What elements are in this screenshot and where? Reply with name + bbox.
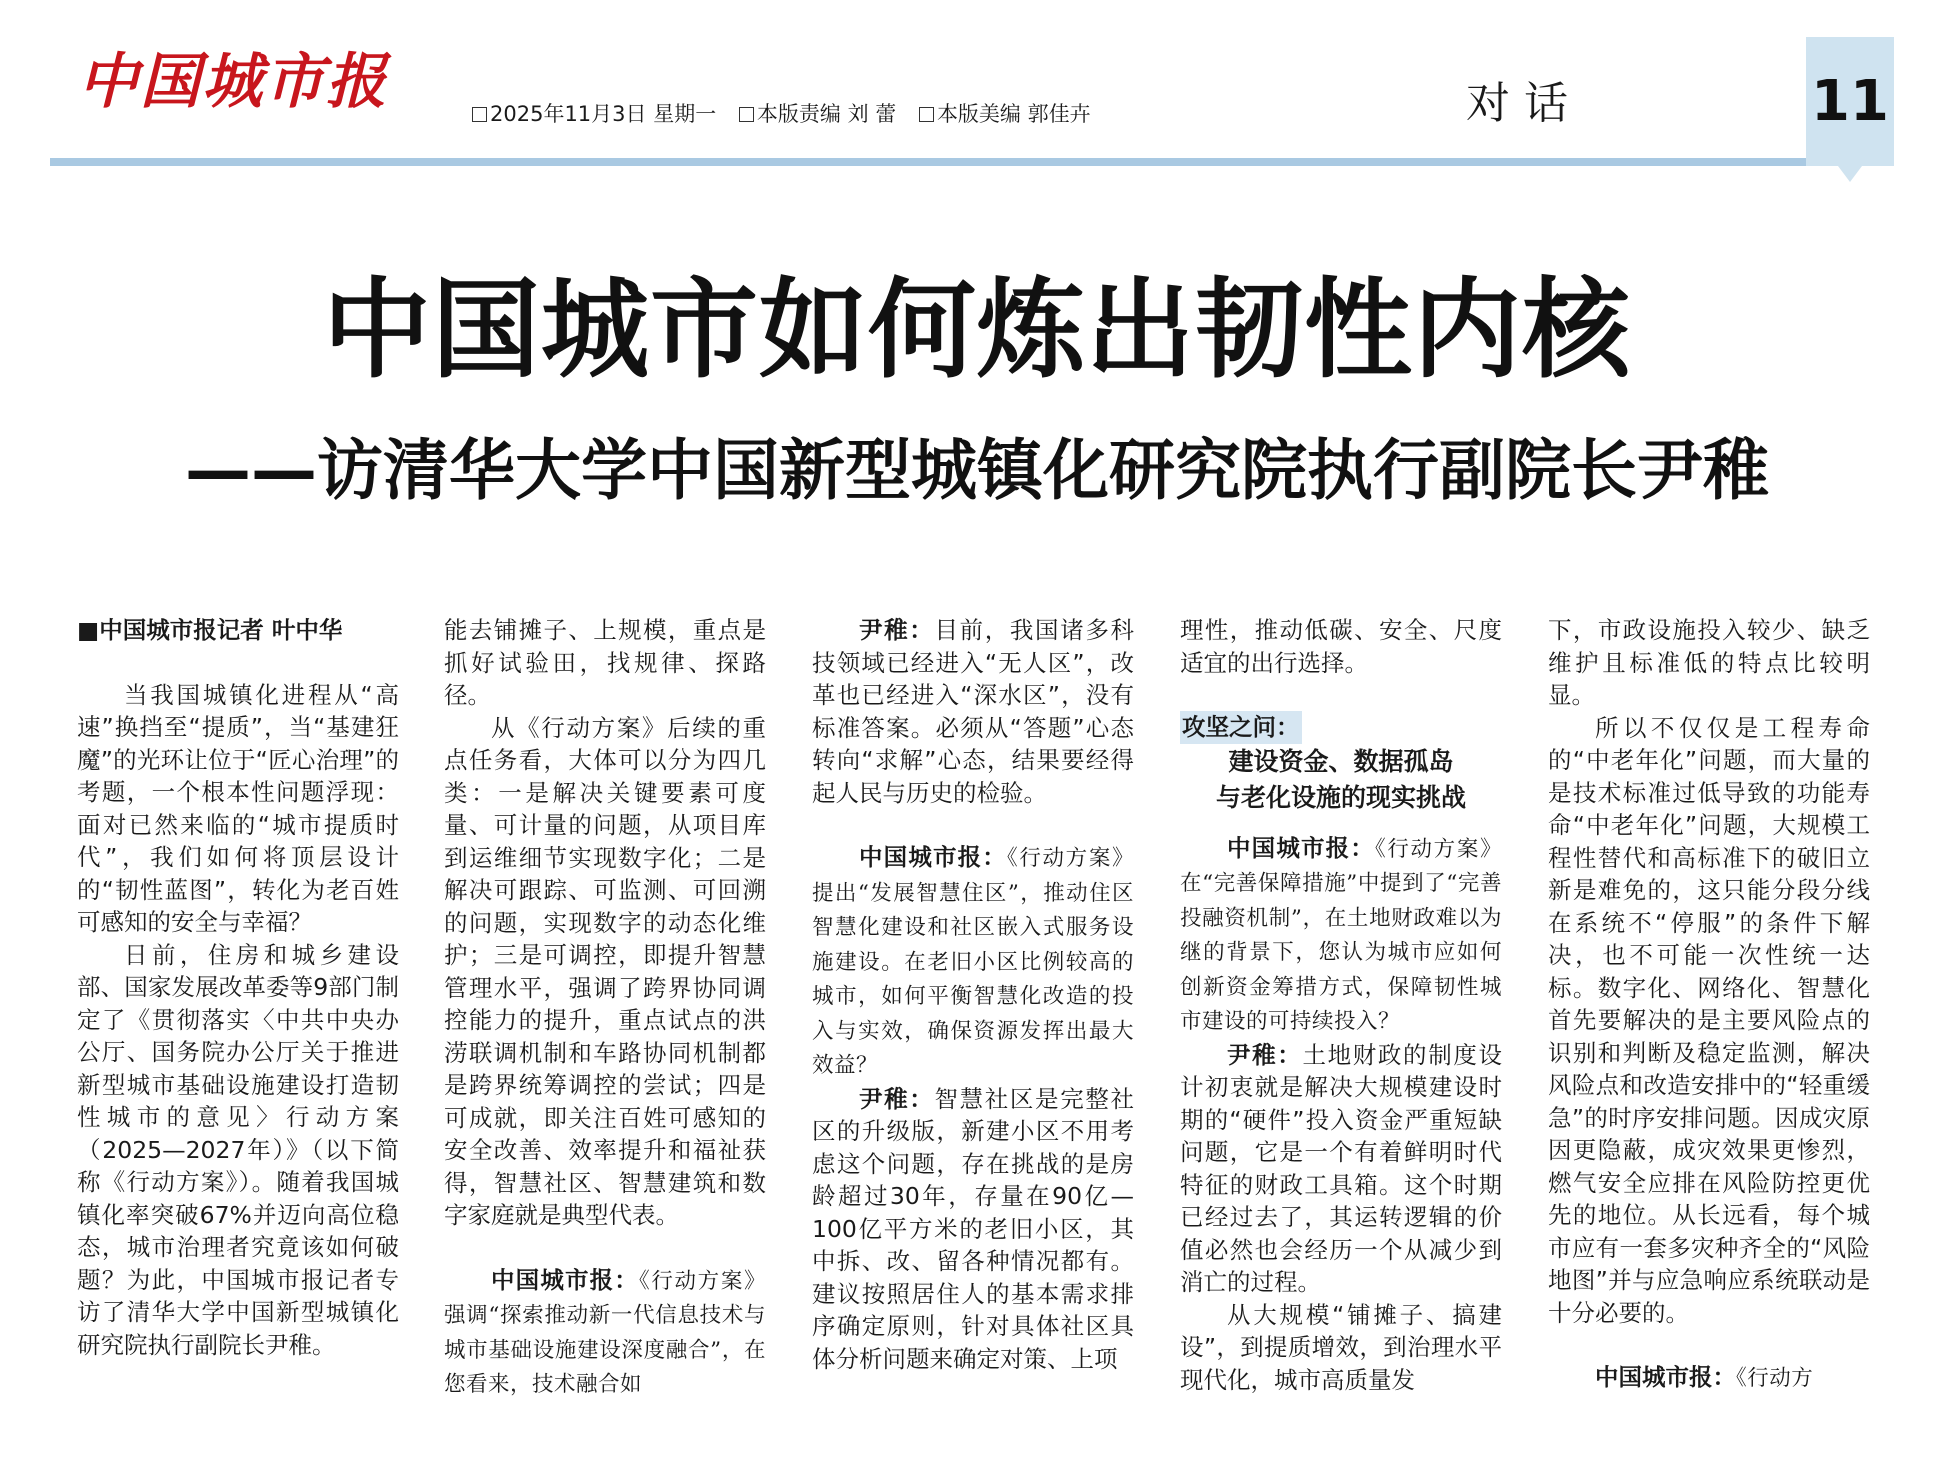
speaker-label: 中国城市报： (859, 843, 1007, 871)
question-text: 《行动方案》强调“探索推动新一代信息技术与城市基础设施建设深度融合”，在您看来，技术融合如 (444, 1268, 766, 1397)
spacer (1180, 816, 1502, 832)
question-paragraph (812, 841, 1134, 1083)
question-text: 《行动方案》在“完善保障措施”中提到了“完善投融资机制”，在土地财政难以为继的背景下，您认为城市应如何创新资金筹措方式，保障韧性城市建设的可持续投入？ (1180, 836, 1502, 1034)
page-designer: 本版美编 郭佳卉 (936, 102, 1091, 126)
box-marker (919, 107, 934, 122)
box-marker (739, 107, 754, 122)
paragraph: 从大规模“铺摊子、搞建设”，到提质增效，到治理水平现代化，城市高质量发 (1180, 1300, 1502, 1394)
spacer (1548, 1329, 1870, 1361)
answer-paragraph (812, 1083, 1134, 1376)
speaker-label: 中国城市报： (1227, 833, 1375, 862)
issue-date: 2025年11月3日 星期一 (490, 102, 717, 126)
answer-text: 土地财政的制度设计初衷就是解决大规模建设时期的“硬件”投入资金严重短缺问题，它是一个有着鲜明时代特征的财政工具箱。这个时期已经过去了，其运转逻辑的价值必然也会经历一个从减少到消亡的过程。 (1180, 1040, 1502, 1296)
box-marker (472, 107, 487, 122)
question-paragraph (1548, 1361, 1870, 1396)
article-column-1 (77, 614, 399, 1465)
paragraph: 理性，推动低碳、安全、尺度适宜的出行选择。 (1180, 616, 1502, 677)
article-subheadline: ——访清华大学中国新型城镇化研究院执行副院长尹稚 (185, 432, 1769, 509)
newspaper-logo: 中国城市报 (78, 47, 388, 117)
question-paragraph (1180, 832, 1502, 1039)
paragraph: 日前，住房和城乡建设部、国家发展改革委等9部门制定了《贯彻落实〈中共中央办公厅、国务院办公厅关于推进新型城市基础设施建设打造韧性城市的意见〉行动方案（2025—2027年）》（以下简称《行动方案》）。随着我国城镇化率突破67%并迈向高位稳态，城市治理者究竟该如何破题？为此，中国城市报记者专访了清华大学中国新型城镇化研究院执行副院长尹稚。 (77, 940, 399, 1359)
article-column-5 (1548, 614, 1870, 1465)
article-column-2 (444, 614, 766, 1465)
page-editor: 本版责编 刘 蕾 (756, 102, 897, 126)
spacer (444, 1232, 766, 1264)
speaker-label: 尹稚： (859, 616, 935, 644)
spacer (1180, 679, 1502, 711)
article-headline: 中国城市如何炼出韧性内核 (322, 267, 1631, 393)
spacer (77, 647, 399, 679)
header-rule (50, 158, 1806, 166)
article-column-3 (812, 614, 1134, 1465)
page-number: 11 (1811, 69, 1889, 134)
answer-text: 智慧社区是完整社区的升级版，新建小区不用考虑这个问题，存在挑战的是房龄超过30年，存量在90亿—100亿平方米的老旧小区，其中拆、改、留各种情况都有。建议按照居住人的基本需求排序确定原则，针对具体社区具体分析问题来确定对策、上项 (812, 1084, 1134, 1373)
issue-info (472, 104, 1091, 125)
question-paragraph (444, 1264, 766, 1402)
section-kicker: 攻坚之问： (1180, 711, 1302, 744)
speaker-label: 尹稚： (859, 1084, 935, 1113)
paragraph: 从《行动方案》后续的重点任务看，大体可以分为四几类：一是解决关键要素可度量、可计量的问题，从项目库到运维细节实现数字化；二是解决可跟踪、可监测、可回溯的问题，实现数字的动态化维护；三是可调控，即提升智慧管理水平，强调了跨界协同调控能力的提升，重点试点的洪涝联调机制和车路协同机制都是跨界统筹调控的尝试；四是可成就，即关注百姓可感知的安全改善、效率提升和福祉获得，智慧社区、智慧建筑和数字家庭就是典型代表。 (444, 713, 766, 1229)
answer-text: 目前，我国诸多科技领域已经进入“无人区”，改革也已经进入“深水区”，没有标准答案。必须从“答题”心态转向“求解”心态，结果要经得起人民与历史的检验。 (812, 616, 1134, 807)
section-label: 对话 (1466, 78, 1582, 129)
answer-paragraph (1180, 1039, 1502, 1299)
paragraph: 当我国城镇化进程从“高速”换挡至“提质”，当“基建狂魔”的光环让位于“匠心治理”的考题，一个根本性问题浮现：面对已然来临的“城市提质时代”，我们如何将顶层设计的“韧性蓝图”，转化为老百姓可感知的安全与幸福？ (77, 680, 399, 936)
paragraph: 能去铺摊子、上规模，重点是抓好试验田，找规律、探路径。 (444, 616, 766, 709)
paragraph: 所以不仅仅是工程寿命的“中老年化”问题，而大量的是技术标准过低导致的功能寿命“中老年化”问题，大规模工程性替代和高标准下的破旧立新是难免的，这只能分段分线在系统不“停服”的条件下解决，也不可能一次性统一达标。数字化、网络化、智慧化首先要解决的是主要风险点的识别和判断及稳定监测，解决风险点和改造安排中的“轻重缓急”的时序安排问题。因成灾原因更隐蔽，成灾效果更惨烈，燃气安全应排在风险防控更优先的地位。从长远看，每个城市应有一套多灾种齐全的“风险地图”并与应急响应系统联动是十分必要的。 (1548, 713, 1870, 1327)
section-subhead-line-1: 建设资金、数据孤岛 (1228, 746, 1454, 776)
speaker-label: 中国城市报： (1595, 1363, 1736, 1391)
answer-paragraph (812, 614, 1134, 809)
section-subhead-line-2: 与老化设施的现实挑战 (1215, 782, 1466, 812)
question-text: 《行动方 (1736, 1366, 1814, 1391)
paragraph: 下，市政设施投入较少、缺乏维护且标准低的特点比较明显。 (1548, 616, 1870, 709)
question-text: 《行动方案》提出“发展智慧住区”，推动住区智慧化建设和社区嵌入式服务设施建设。在老旧小区比例较高的城市，如何平衡智慧化改造的投入与实效，确保资源发挥出最大效益？ (812, 846, 1134, 1078)
article-column-4 (1180, 614, 1502, 1465)
speaker-label: 中国城市报： (491, 1265, 639, 1294)
byline: ■中国城市报记者 叶中华 (77, 616, 343, 644)
spacer (812, 809, 1134, 841)
page-tab-pointer (1838, 166, 1862, 182)
section-kicker-line (1180, 711, 1502, 744)
speaker-label: 尹稚： (1227, 1040, 1303, 1069)
